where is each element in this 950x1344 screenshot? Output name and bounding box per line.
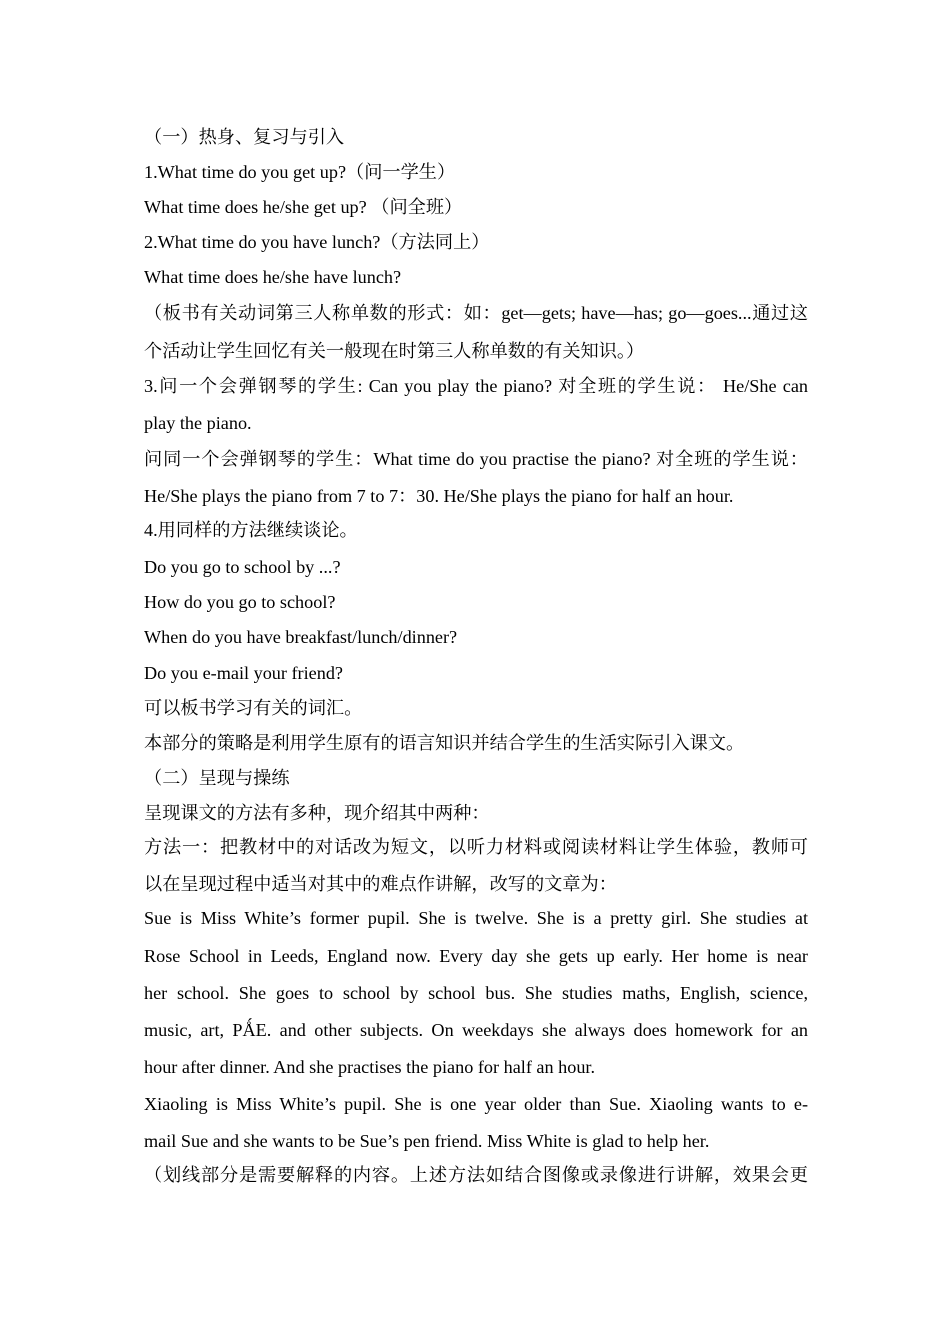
text-line: 3.问一个会弹钢琴的学生: Can you play the piano? 对全班的学生说： He/She can (144, 376, 808, 396)
text-line: 2.What time do you have lunch?（方法同上） (144, 232, 490, 252)
text-line: How do you go to school? (144, 592, 336, 612)
text-line: hour after dinner. And she practises the piano for half an hour. (144, 1057, 596, 1077)
text-line: （板书有关动词第三人称单数的形式：如：get—gets; have—has; go—goes...通过这 (144, 303, 808, 323)
text-line: 方法一：把教材中的对话改为短文，以听力材料或阅读材料让学生体验，教师可 (144, 837, 808, 857)
text-line: her school. She goes to school by school bus. She studies maths, English, science, (144, 983, 808, 1003)
text-line: Xiaoling is Miss White’s pupil. She is one year older than Sue. Xiaoling wants to e- (144, 1094, 808, 1114)
text-line: 本部分的策略是利用学生原有的语言知识并结合学生的生活实际引入课文。 (144, 733, 745, 753)
text-line: （划线部分是需要解释的内容。上述方法如结合图像或录像进行讲解，效果会更 (144, 1165, 808, 1185)
text-line: 个活动让学生回忆有关一般现在时第三人称单数的有关知识。） (144, 341, 645, 361)
text-line: What time does he/she have lunch? (144, 267, 402, 287)
text-line: What time does he/she get up? （问全班） (144, 197, 463, 217)
text-line: 4.用同样的方法继续谈论。 (144, 520, 358, 540)
text-line: 可以板书学习有关的词汇。 (144, 698, 363, 718)
text-line: Sue is Miss White’s former pupil. She is twelve. She is a pretty girl. She studies at (144, 908, 808, 928)
text-line: Rose School in Leeds, England now. Every day she gets up early. Her home is near (144, 946, 808, 966)
text-line: He/She plays the piano from 7 to 7：30. He/She plays the piano for half an hour. (144, 486, 734, 506)
text-line: 1.What time do you get up?（问一学生） (144, 162, 456, 182)
text-line: Do you go to school by ...? (144, 557, 341, 577)
text-line: 以在呈现过程中适当对其中的难点作讲解，改写的文章为： (144, 874, 617, 894)
text-line: music, art, PǺE. and other subjects. On weekdays she always does homework for an (144, 1020, 808, 1040)
text-line: mail Sue and she wants to be Sue’s pen friend. Miss White is glad to help her. (144, 1131, 710, 1151)
text-line: Do you e-mail your friend? (144, 663, 343, 683)
section-heading: （二）呈现与操练 (144, 768, 290, 788)
text-line: When do you have breakfast/lunch/dinner? (144, 627, 458, 647)
text-line: 问同一个会弹钢琴的学生：What time do you practise the piano? 对全班的学生说： (144, 449, 808, 469)
text-line: 呈现课文的方法有多种，现介绍其中两种： (144, 803, 490, 823)
section-heading: （一）热身、复习与引入 (144, 127, 345, 147)
text-line: play the piano. (144, 413, 252, 433)
